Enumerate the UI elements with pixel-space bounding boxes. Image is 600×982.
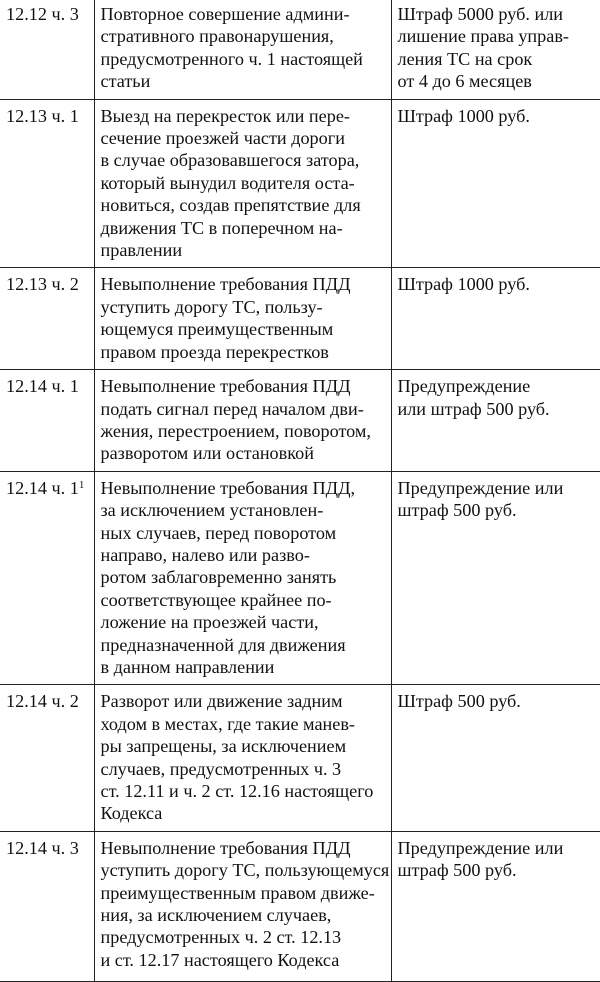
penalty-line: Штраф 5000 руб. или [397,4,564,24]
description-cell [94,685,391,831]
table-row [0,370,600,472]
table-row [0,471,600,685]
table-row [0,685,600,831]
description-line: ных случаев, перед поворотом [100,522,337,543]
description-line: преимущественным правом движе- [100,882,375,903]
penalty-cell [391,831,600,981]
penalty-line: Предупреждение [397,376,531,397]
description-line: ст. 12.11 и ч. 2 ст. 12.16 настоящего [100,781,374,801]
description-cell [94,370,391,472]
penalty-cell [391,99,600,268]
penalty-line: Предупреждение или [397,837,564,858]
description-line: за исключением установлен- [100,500,324,521]
penalty-line: от 4 до 6 месяцев [397,71,532,92]
description-line: ходом в местах, где такие манев- [100,713,355,734]
description-line: сечение проезжей части дороги [100,128,345,149]
description-cell [94,831,391,981]
penalty-cell [391,0,600,99]
description-line: ния, за исключением случаев, [100,905,332,926]
article-superscript: 1 [78,478,85,491]
penalty-line: Штраф 1000 руб. [397,105,530,126]
description-line: разворотом или остановкой [100,443,314,464]
penalty-cell [391,370,600,472]
description-line: жения, перестроением, поворотом, [100,420,371,441]
description-line: предусмотренного ч. 1 настоящей [100,48,363,69]
description-line: движения ТС в поперечном на- [100,217,343,238]
description-line: в случае образовавшегося затора, [100,150,360,171]
description-line: и ст. 12.17 настоящего Кодекса [100,949,340,970]
description-line: стративного правонарушения, [100,26,334,47]
description-line: Повторное совершение админи- [100,4,350,24]
article-cell: 12.13 ч. 1 [0,99,94,268]
table-row [0,0,600,99]
description-line: ры запрещены, за исключением [100,736,347,757]
table-row [0,99,600,268]
description-line: уступить дорогу ТС, пользующемуся [100,860,390,881]
article-cell: 12.14 ч. 2 [0,685,94,831]
penalty-line: Штраф 500 руб. [397,691,521,712]
description-line: статьи [100,71,151,92]
penalty-line: лишение права управ- [397,26,569,47]
description-line: подать сигнал перед началом дви- [100,398,364,419]
description-line: Разворот или движение задним [100,691,343,712]
description-line: предназначенной для движения [100,634,346,655]
description-cell [94,0,391,99]
article-cell: 12.13 ч. 2 [0,268,94,370]
penalty-line: штраф 500 руб. [397,860,517,881]
article-cell: 12.14 ч. 3 [0,831,94,981]
penalty-cell [391,471,600,685]
description-cell [94,268,391,370]
description-line: Невыполнение требования ПДД [100,274,351,295]
description-cell [94,471,391,685]
article-cell: 12.14 ч. $1^1$ [0,471,94,685]
penalty-line: Предупреждение или [397,477,564,498]
description-line: Кодекса [100,803,163,824]
penalty-line: Штраф 1000 руб. [397,274,530,295]
description-line: случаев, предусмотренных ч. 3 [100,758,342,779]
description-line: который вынудил водителя оста- [100,172,355,193]
penalty-line: ления ТС на срок [397,48,533,69]
description-line: Невыполнение требования ПДД [100,837,351,858]
description-line: ющемуся преимущественным [100,319,334,340]
penalty-cell [391,268,600,370]
table-row [0,831,600,981]
article-cell: 12.14 ч. 1 [0,370,94,472]
description-line: в данном направлении [100,656,275,677]
penalty-line: или штраф 500 руб. [397,398,550,419]
penalty-line: штраф 500 руб. [397,500,517,521]
description-line: направо, налево или разво- [100,544,310,565]
description-line: правлении [100,240,183,261]
description-line: предусмотренных ч. 2 ст. 12.13 [100,927,342,948]
description-line: Выезд на перекресток или пере- [100,105,350,126]
description-line: соответствующее крайнее по- [100,589,332,610]
description-line: новиться, создав препятствие для [100,195,361,216]
description-line: ложение на проезжей части, [100,612,319,633]
description-line: ротом заблаговременно занять [100,567,337,588]
description-line: Невыполнение требования ПДД, [100,477,356,498]
description-line: уступить дорогу ТС, пользу- [100,296,323,317]
description-cell [94,99,391,268]
article-cell: 12.12 ч. 3 [0,0,94,99]
description-line: правом проезда перекрестков [100,341,329,362]
description-line: Невыполнение требования ПДД [100,376,351,397]
penalty-cell [391,685,600,831]
table-row [0,268,600,370]
